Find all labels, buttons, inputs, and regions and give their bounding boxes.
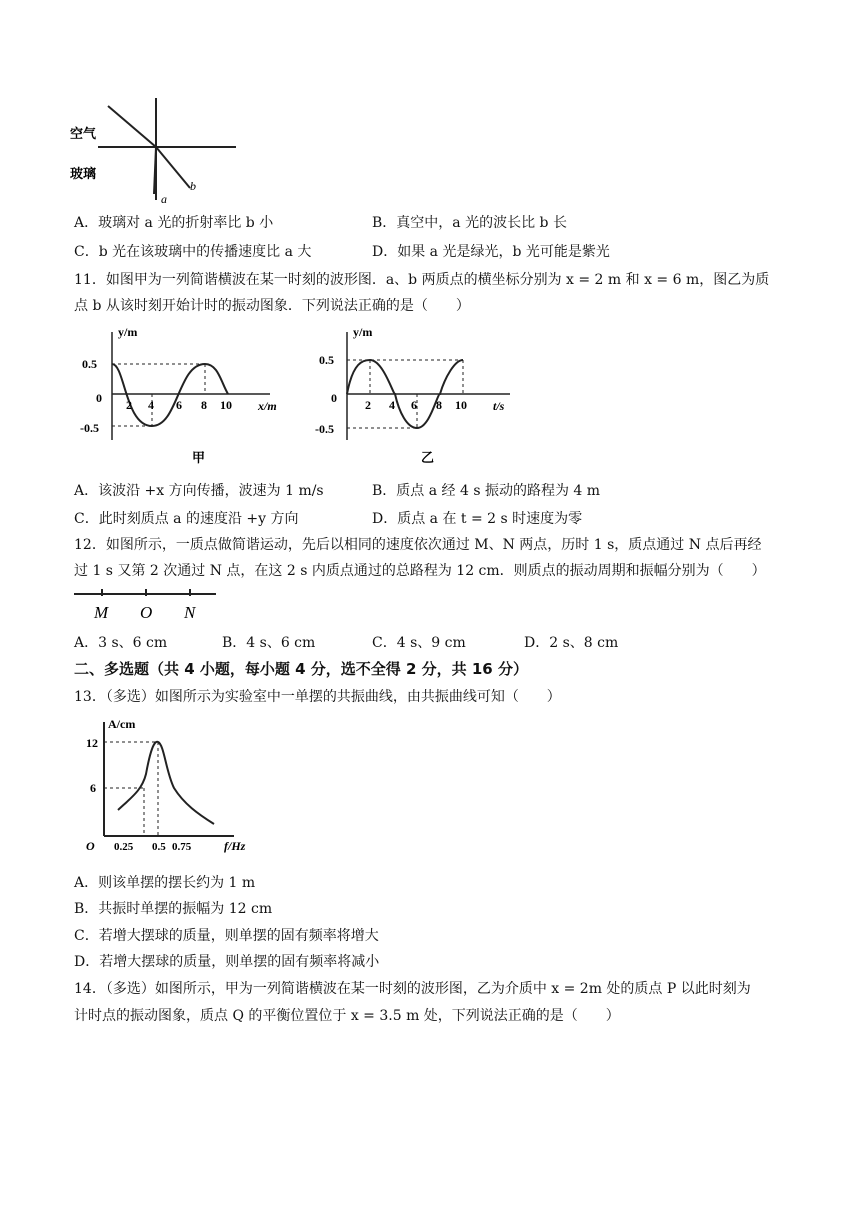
q10-option-a: A．玻璃对 a 光的折射率比 b 小 (74, 215, 274, 231)
svg-text:10: 10 (455, 398, 467, 412)
svg-text:y/m: y/m (118, 325, 138, 339)
q13-option-d: D．若增大摆球的质量，则单摆的固有频率将减小 (74, 954, 380, 970)
svg-text:4: 4 (389, 398, 395, 412)
q11-option-c: C．此时刻质点 a 的速度沿 +y 方向 (74, 511, 299, 527)
q11-option-a: A．该波沿 +x 方向传播，波速为 1 m/s (74, 483, 324, 499)
q11-stem-line2: 点 b 从该时刻开始计时的振动图象．下列说法正确的是（ ） (74, 298, 470, 314)
vibration-graph-yi (315, 322, 530, 467)
q13-option-c: C．若增大摆球的质量，则单摆的固有频率将增大 (74, 928, 379, 944)
svg-text:6: 6 (176, 398, 182, 412)
svg-text:0: 0 (96, 391, 102, 405)
svg-text:2: 2 (126, 398, 132, 412)
svg-text:6: 6 (90, 781, 96, 795)
svg-text:6: 6 (411, 398, 417, 412)
q11-option-b: B．质点 a 经 4 s 振动的路程为 4 m (372, 483, 601, 499)
svg-text:0.75: 0.75 (172, 841, 192, 853)
q13-stem: 13．（多选）如图所示为实验室中一单摆的共振曲线，由共振曲线可知（ ） (74, 689, 561, 705)
svg-text:x/m: x/m (258, 399, 277, 413)
mon-line-figure (74, 584, 224, 624)
label-ray-a: a (161, 192, 167, 206)
svg-text:8: 8 (201, 398, 207, 412)
refraction-figure (60, 90, 260, 210)
svg-text:t/s: t/s (493, 399, 505, 413)
svg-text:10: 10 (220, 398, 232, 412)
svg-text:0.5: 0.5 (82, 357, 97, 371)
q10-option-c: C．b 光在该玻璃中的传播速度比 a 大 (74, 244, 312, 260)
svg-text:甲: 甲 (192, 450, 206, 465)
svg-text:y/m: y/m (353, 325, 373, 339)
q10-option-d: D．如果 a 光是绿光，b 光可能是紫光 (372, 244, 610, 260)
q12-option-d: D．2 s、8 cm (524, 635, 619, 651)
q12-option-c: C．4 s、9 cm (372, 635, 466, 651)
ray-b (156, 147, 190, 188)
q13-option-b: B．共振时单摆的振幅为 12 cm (74, 901, 273, 917)
label-air: 空气 (70, 126, 97, 141)
svg-text:A/cm: A/cm (108, 717, 136, 731)
q13-option-a: A．则该单摆的摆长约为 1 m (74, 875, 256, 891)
svg-text:N: N (184, 603, 196, 622)
q14-stem-line1: 14．（多选）如图所示，甲为一列简谐横波在某一时刻的波形图，乙为介质中 x = 2m 处的质点 P 以此时刻为 (74, 981, 751, 997)
svg-text:0: 0 (331, 391, 337, 405)
svg-text:0.5: 0.5 (152, 841, 166, 853)
incident-ray (108, 106, 156, 147)
svg-text:0.25: 0.25 (114, 841, 134, 853)
q14-stem-line2: 计时点的振动图象，质点 Q 的平衡位置位于 x = 3.5 m 处，下列说法正确的是（ ） (74, 1008, 620, 1024)
svg-text:4: 4 (148, 398, 154, 412)
svg-text:M: M (94, 603, 109, 622)
svg-text:O: O (140, 603, 153, 622)
svg-text:O: O (86, 839, 95, 853)
q11-stem-line1: 11．如图甲为一列简谐横波在某一时刻的波形图．a、b 两质点的横坐标分别为 x = 2 m 和 x = 6 m，图乙为质 (74, 272, 770, 288)
svg-text:f/Hz: f/Hz (224, 839, 246, 853)
svg-text:-0.5: -0.5 (315, 422, 334, 436)
q12-option-a: A．3 s、6 cm (74, 635, 168, 651)
svg-text:乙: 乙 (421, 450, 435, 465)
label-glass: 玻璃 (70, 166, 97, 181)
q10-option-b: B．真空中，a 光的波长比 b 长 (372, 215, 567, 231)
resonance-curve (118, 742, 214, 824)
q12-stem-line2: 过 1 s 又第 2 次通过 N 点，在这 2 s 内质点通过的总路程为 12 cm．则质点的振动周期和振幅分别为（ ） (74, 563, 766, 579)
svg-text:2: 2 (365, 398, 371, 412)
wave-graph-jia (80, 322, 295, 467)
q12-stem-line1: 12．如图所示，一质点做简谐运动，先后以相同的速度依次通过 M、N 两点，历时 1 s，质点通过 N 点后再经 (74, 537, 762, 553)
svg-text:8: 8 (436, 398, 442, 412)
resonance-curve-figure (74, 712, 284, 862)
section-heading: 二、多选题（共 4 小题，每小题 4 分，选不全得 2 分，共 16 分） (74, 660, 528, 678)
svg-text:-0.5: -0.5 (80, 421, 99, 435)
svg-text:0.5: 0.5 (319, 353, 334, 367)
label-ray-b: b (190, 179, 196, 193)
q12-option-b: B．4 s、6 cm (222, 635, 316, 651)
q11-option-d: D．质点 a 在 t = 2 s 时速度为零 (372, 511, 583, 527)
svg-text:12: 12 (86, 736, 98, 750)
wave-curve (112, 364, 228, 426)
